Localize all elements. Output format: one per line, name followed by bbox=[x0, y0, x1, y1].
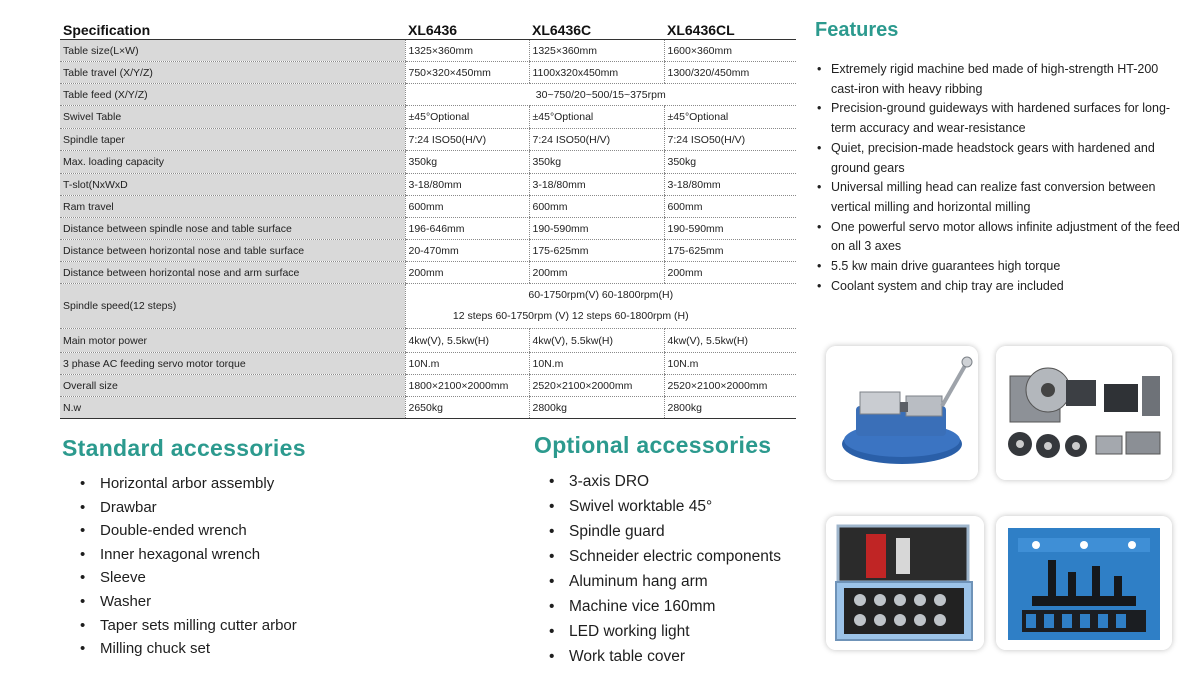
dividing-head-photo bbox=[996, 346, 1172, 480]
row-value: ±45°Optional bbox=[664, 106, 796, 129]
table-row bbox=[60, 106, 796, 129]
feature-item: • One powerful servo motor allows infinite adjustment of the feed on all 3 axes bbox=[815, 218, 1185, 257]
row-value: 1325×360mm bbox=[529, 40, 664, 62]
spec-header-specification: Specification bbox=[60, 20, 405, 40]
table-row bbox=[60, 196, 796, 218]
row-value: 3-18/80mm bbox=[405, 174, 529, 196]
row-label: Main motor power bbox=[60, 329, 405, 353]
dividing-head-image bbox=[996, 346, 1172, 480]
list-item: • Schneider electric components bbox=[549, 544, 781, 569]
row-value: 600mm bbox=[405, 196, 529, 218]
table-row bbox=[60, 329, 796, 353]
row-value: ±45°Optional bbox=[405, 106, 529, 129]
clamping-kit-photo bbox=[996, 516, 1172, 650]
row-value: 10N.m bbox=[405, 353, 529, 375]
row-value: 2520×2100×2000mm bbox=[664, 375, 796, 397]
row-value: 600mm bbox=[664, 196, 796, 218]
row-value: ±45°Optional bbox=[529, 106, 664, 129]
row-value: 350kg bbox=[405, 151, 529, 174]
list-item: • Milling chuck set bbox=[80, 637, 297, 661]
row-value: 200mm bbox=[405, 262, 529, 284]
list-item: • Horizontal arbor assembly bbox=[80, 472, 297, 496]
row-value: 175-625mm bbox=[529, 240, 664, 262]
row-label: Max. loading capacity bbox=[60, 151, 405, 174]
table-row bbox=[60, 353, 796, 375]
table-row bbox=[60, 397, 796, 419]
row-label: Distance between horizontal nose and arm surface bbox=[60, 262, 405, 284]
list-item: • Washer bbox=[80, 590, 297, 614]
row-value: 2800kg bbox=[529, 397, 664, 419]
row-value: 2800kg bbox=[664, 397, 796, 419]
table-row bbox=[60, 62, 796, 84]
specification-table bbox=[60, 20, 796, 419]
standard-accessories-list bbox=[80, 472, 297, 661]
list-item: • Aluminum hang arm bbox=[549, 569, 781, 594]
spec-header-model-2: XL6436C bbox=[529, 20, 664, 40]
list-item: • LED working light bbox=[549, 619, 781, 644]
table-row bbox=[60, 375, 796, 397]
row-value: 600mm bbox=[529, 196, 664, 218]
table-row bbox=[60, 40, 796, 62]
row-value: 2650kg bbox=[405, 397, 529, 419]
machine-vise-photo bbox=[826, 346, 978, 480]
feature-item: • Extremely rigid machine bed made of high-strength HT-200 cast-iron with heavy ribbing bbox=[815, 60, 1185, 99]
row-label: Overall size bbox=[60, 375, 405, 397]
row-value: 200mm bbox=[664, 262, 796, 284]
features-list bbox=[815, 60, 1185, 296]
table-row bbox=[60, 84, 796, 106]
row-value: 350kg bbox=[664, 151, 796, 174]
feature-item: • Precision-ground guideways with hardened surfaces for long-term accuracy and wear-resistance bbox=[815, 99, 1185, 138]
row-merged-value bbox=[405, 284, 796, 329]
table-row bbox=[60, 174, 796, 196]
row-value: 350kg bbox=[529, 151, 664, 174]
row-value: 750×320×450mm bbox=[405, 62, 529, 84]
row-label: N.w bbox=[60, 397, 405, 419]
table-row bbox=[60, 262, 796, 284]
feature-item: • Quiet, precision-made headstock gears with hardened and ground gears bbox=[815, 139, 1185, 178]
row-value: 4kw(V), 5.5kw(H) bbox=[664, 329, 796, 353]
row-label: Ram travel bbox=[60, 196, 405, 218]
features-title: Features bbox=[815, 19, 899, 41]
list-item: • Taper sets milling cutter arbor bbox=[80, 614, 297, 638]
clamping-kit-image bbox=[996, 516, 1172, 650]
list-item: • Work table cover bbox=[549, 644, 781, 669]
row-label: Table travel (X/Y/Z) bbox=[60, 62, 405, 84]
feature-item: • Universal milling head can realize fast conversion between vertical milling and horizontal milling bbox=[815, 178, 1185, 217]
row-value: 2520×2100×2000mm bbox=[529, 375, 664, 397]
spindle-speed-line-2: 12 steps 60-1750rpm (V) 12 steps 60-1800rpm (H) bbox=[452, 310, 689, 322]
row-label: Spindle taper bbox=[60, 129, 405, 151]
row-label: Distance between spindle nose and table surface bbox=[60, 218, 405, 240]
list-item: • Swivel worktable 45° bbox=[549, 494, 781, 519]
row-label: Table feed (X/Y/Z) bbox=[60, 84, 405, 106]
list-item: • Inner hexagonal wrench bbox=[80, 543, 297, 567]
row-label: 3 phase AC feeding servo motor torque bbox=[60, 353, 405, 375]
row-label: Table size(L×W) bbox=[60, 40, 405, 62]
row-value: 7:24 ISO50(H/V) bbox=[664, 129, 796, 151]
row-value: 1800×2100×2000mm bbox=[405, 375, 529, 397]
feature-item: • 5.5 kw main drive guarantees high torque bbox=[815, 257, 1185, 277]
optional-accessories-title: Optional accessories bbox=[534, 432, 772, 458]
list-item: • Drawbar bbox=[80, 496, 297, 520]
machine-vise-image bbox=[826, 346, 978, 480]
table-row bbox=[60, 151, 796, 174]
row-value: 190-590mm bbox=[529, 218, 664, 240]
list-item: • Double-ended wrench bbox=[80, 519, 297, 543]
table-row bbox=[60, 240, 796, 262]
spec-header-row bbox=[60, 20, 796, 40]
row-value: 190-590mm bbox=[664, 218, 796, 240]
standard-accessories-title: Standard accessories bbox=[62, 435, 306, 461]
row-label: Distance between horizontal nose and table surface bbox=[60, 240, 405, 262]
row-value: 3-18/80mm bbox=[664, 174, 796, 196]
feature-item: • Coolant system and chip tray are included bbox=[815, 277, 1185, 297]
collet-chuck-case-photo bbox=[826, 516, 984, 650]
collet-chuck-case-image bbox=[826, 516, 984, 650]
row-label: T-slot(NxWxD bbox=[60, 174, 405, 196]
row-value: 1100x320x450mm bbox=[529, 62, 664, 84]
list-item: • Sleeve bbox=[80, 566, 297, 590]
row-value: 175-625mm bbox=[664, 240, 796, 262]
row-value: 1600×360mm bbox=[664, 40, 796, 62]
spec-header-model-3: XL6436CL bbox=[664, 20, 796, 40]
row-value: 20-470mm bbox=[405, 240, 529, 262]
list-item: • Machine vice 160mm bbox=[549, 594, 781, 619]
row-value: 10N.m bbox=[529, 353, 664, 375]
spec-header-model-1: XL6436 bbox=[405, 20, 529, 40]
optional-accessories-list bbox=[549, 469, 781, 669]
row-value: 196-646mm bbox=[405, 218, 529, 240]
row-label: Swivel Table bbox=[60, 106, 405, 129]
row-value: 4kw(V), 5.5kw(H) bbox=[529, 329, 664, 353]
list-item: • Spindle guard bbox=[549, 519, 781, 544]
row-value: 200mm bbox=[529, 262, 664, 284]
spindle-speed-line-1: 60-1750rpm(V) 60-1800rpm(H) bbox=[528, 289, 674, 301]
row-value: 1325×360mm bbox=[405, 40, 529, 62]
row-value: 7:24 ISO50(H/V) bbox=[405, 129, 529, 151]
row-value: 4kw(V), 5.5kw(H) bbox=[405, 329, 529, 353]
table-row bbox=[60, 218, 796, 240]
table-row bbox=[60, 284, 796, 329]
row-merged-value: 30~750/20~500/15~375rpm bbox=[405, 84, 796, 106]
row-value: 10N.m bbox=[664, 353, 796, 375]
row-value: 3-18/80mm bbox=[529, 174, 664, 196]
row-value: 1300/320/450mm bbox=[664, 62, 796, 84]
table-row bbox=[60, 129, 796, 151]
list-item: • 3-axis DRO bbox=[549, 469, 781, 494]
row-value: 7:24 ISO50(H/V) bbox=[529, 129, 664, 151]
row-label: Spindle speed(12 steps) bbox=[60, 284, 405, 329]
